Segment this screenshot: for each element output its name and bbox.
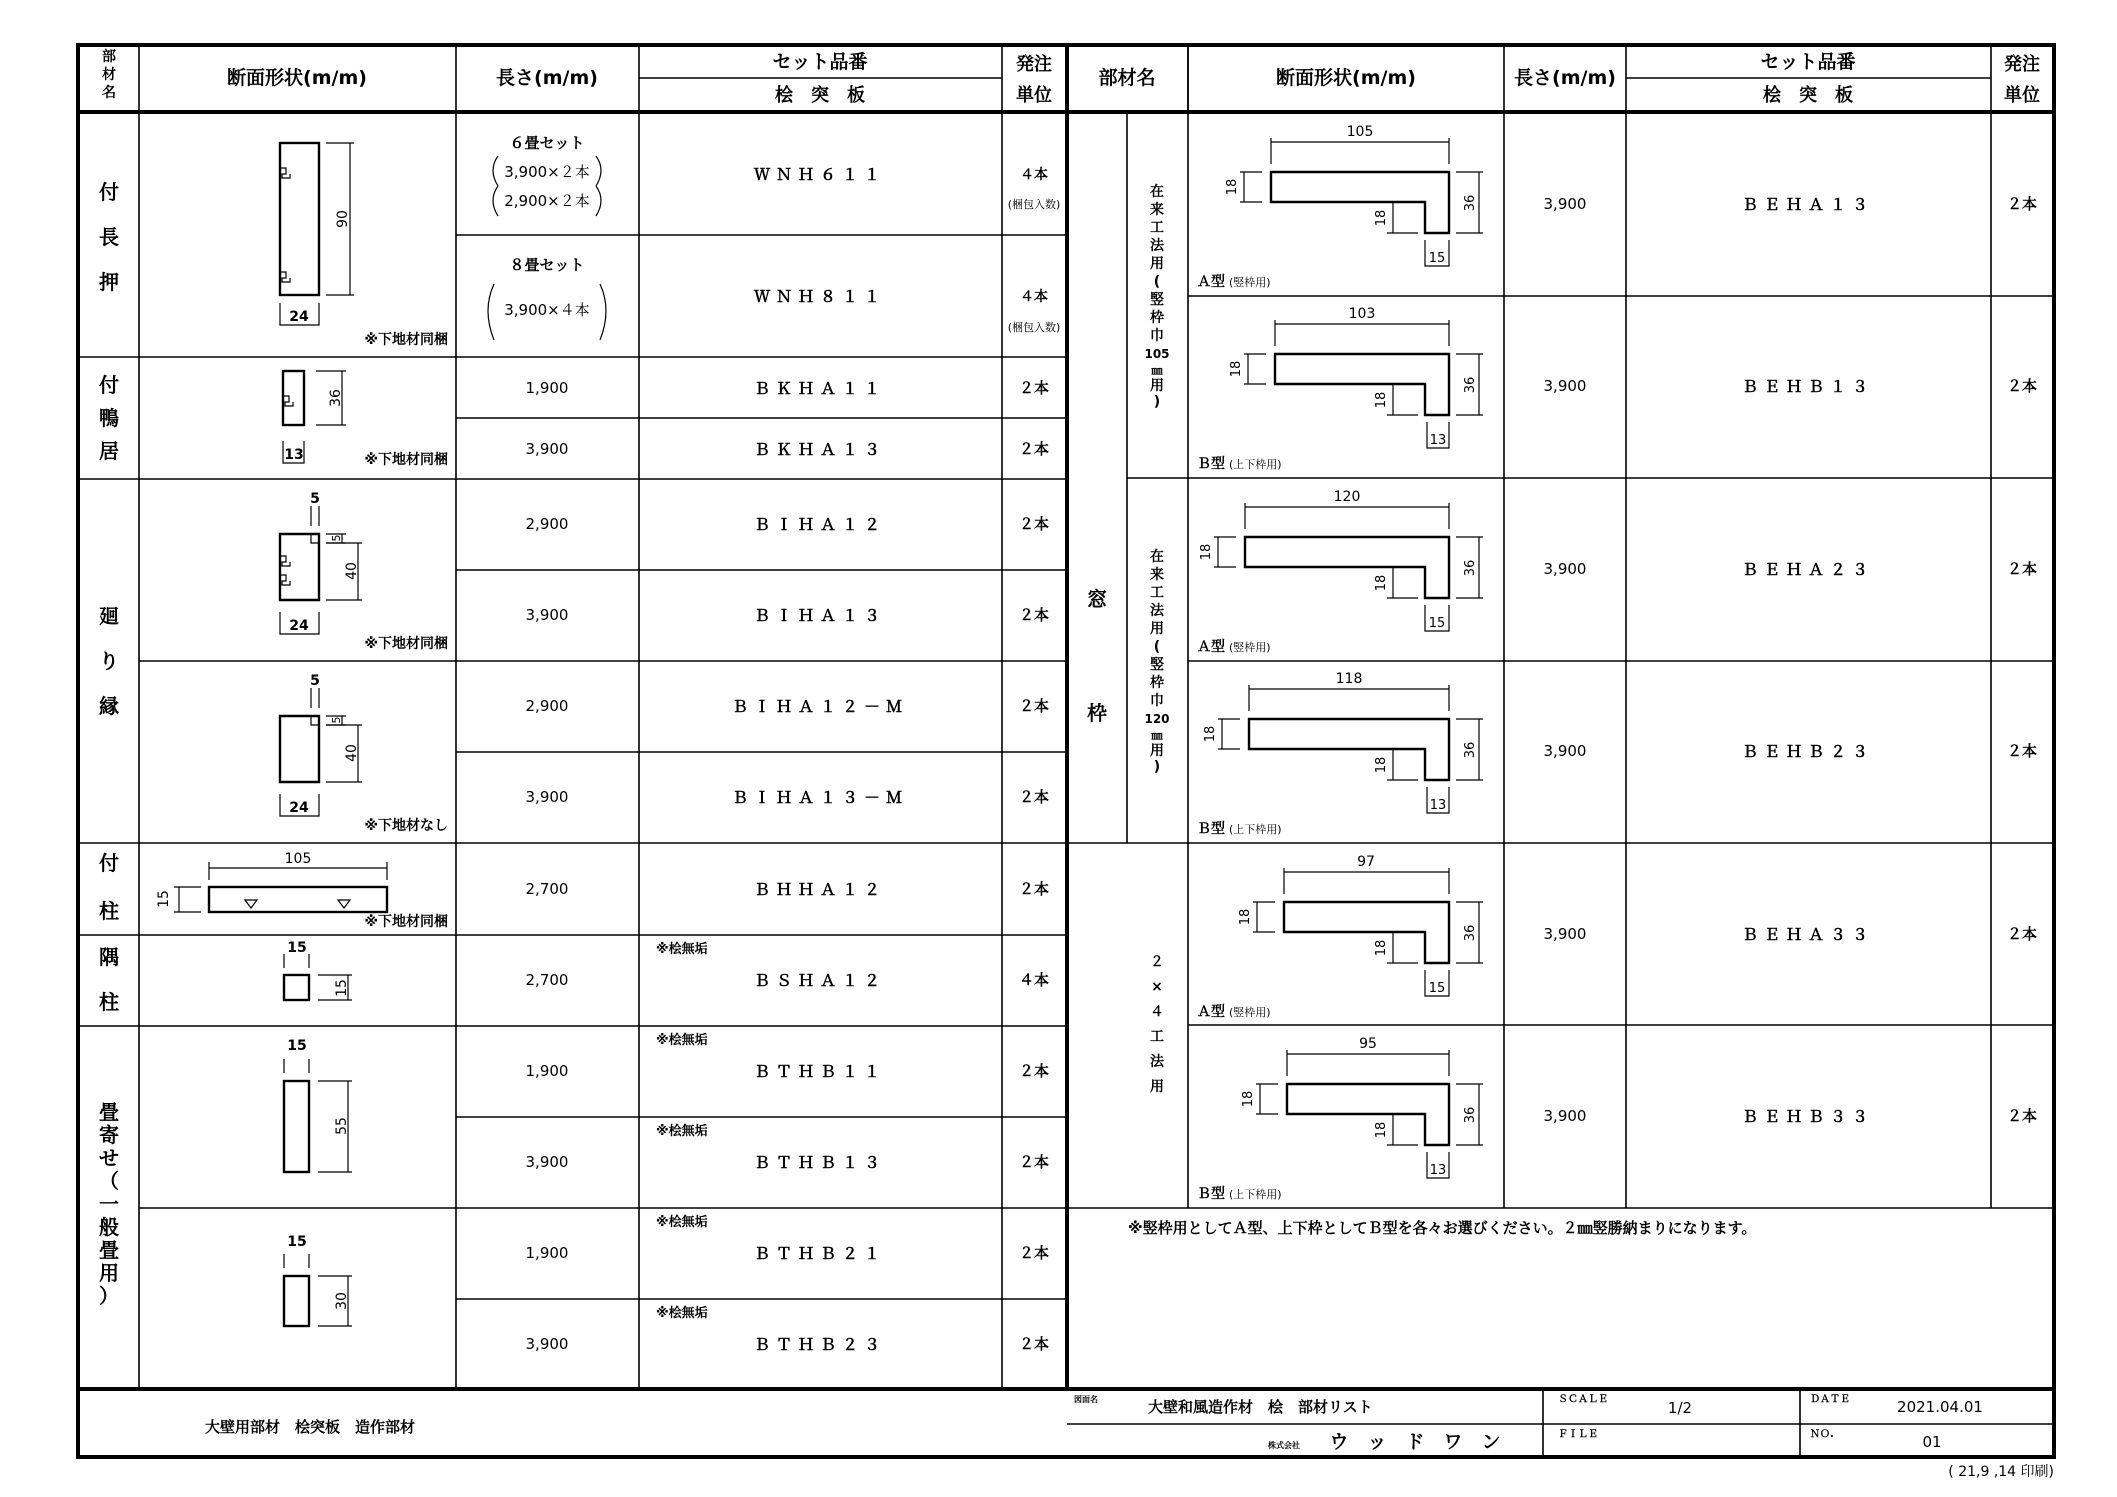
profile-tsukebashira	[156, 851, 448, 930]
table-row	[1544, 377, 2037, 396]
dim-label: 5	[330, 716, 343, 724]
length-cell: 3,900	[1543, 742, 1587, 760]
dim-label: 15	[1428, 251, 1446, 266]
left-profiles	[156, 143, 448, 1326]
length-cell: 1,900	[525, 379, 569, 397]
dim-label: 15	[287, 940, 307, 956]
length-cell: 2,900	[525, 697, 569, 715]
svg-text:法: 法	[1150, 603, 1164, 619]
svg-text:): )	[1153, 394, 1161, 410]
unit-note: (梱包入数)	[1007, 198, 1061, 211]
product-code: ＢＥＨＢ３３	[1741, 1107, 1875, 1126]
header-sub: 桧 突 板	[775, 85, 865, 106]
right-group-names	[1087, 183, 1170, 1095]
table-row	[1544, 742, 2037, 761]
profile-naganeshi	[280, 143, 448, 348]
header-section: 断面形状(m/m)	[227, 67, 367, 89]
table-row	[1544, 195, 2037, 214]
profile-note: ※下地材同梱	[364, 332, 448, 348]
type-note: (竪枠用)	[1229, 1006, 1271, 1019]
dim-label: 15	[287, 1038, 307, 1054]
length-cell: ８畳セット	[509, 256, 585, 274]
window-frame-profile	[1197, 1036, 1483, 1202]
dim-label: 118	[1335, 671, 1363, 687]
product-code: ＢＴＨＢ２３	[753, 1335, 887, 1354]
table-row	[526, 515, 1049, 534]
svg-text:120: 120	[1144, 712, 1170, 726]
svg-text:在: 在	[1150, 184, 1164, 200]
svg-text:来: 来	[1150, 202, 1164, 218]
table-row	[1544, 1107, 2037, 1126]
scale-value: 1/2	[1667, 1399, 1693, 1417]
length-cell: 3,900	[525, 606, 569, 624]
group-name: 畳	[99, 1238, 119, 1262]
title-block	[205, 1393, 2054, 1480]
header-buzai-3: 名	[102, 85, 116, 101]
window-frame-profile	[1197, 854, 1483, 1020]
group-name: 般	[99, 1215, 119, 1239]
order-unit: ２本	[1018, 788, 1050, 806]
type-note: (竪枠用)	[1229, 276, 1271, 289]
svg-text:工: 工	[1150, 1029, 1164, 1045]
group-name: 付	[99, 373, 119, 397]
header-order-1: 発注	[2004, 54, 2040, 75]
dim-label: 55	[334, 1117, 350, 1135]
dim-label: 18	[1374, 756, 1389, 774]
dim-label: 5	[330, 534, 343, 542]
dim-label: 18	[1374, 1121, 1389, 1139]
profile-note: ※下地材同梱	[364, 914, 448, 930]
order-unit: ４本	[1020, 167, 1048, 183]
svg-text:巾: 巾	[1150, 693, 1164, 709]
length-cell: 3,900	[525, 1335, 569, 1353]
svg-text:工: 工	[1150, 585, 1164, 601]
dim-label: 15	[156, 890, 172, 908]
material-note: ※桧無垢	[656, 1306, 708, 1321]
window-frame-profile	[1197, 489, 1483, 655]
svg-text:法: 法	[1150, 238, 1164, 254]
header-order-2: 単位	[1016, 85, 1052, 106]
product-code: ＢＥＨＢ２３	[1741, 742, 1875, 761]
group-name: せ	[99, 1146, 119, 1170]
table-row	[526, 379, 1049, 398]
dim-label: 18	[1374, 574, 1389, 592]
dim-label: 36	[1463, 1106, 1478, 1124]
dim-label: 5	[310, 673, 320, 689]
type-label: Ａ型	[1197, 1004, 1225, 1020]
dim-label: 36	[1463, 194, 1478, 212]
dim-label: 18	[1229, 360, 1244, 378]
profile-note: ※下地材なし	[364, 818, 448, 834]
product-code: ＢＫＨＡ１１	[753, 379, 887, 398]
table-row	[526, 440, 1049, 459]
company-name: ウ ッ ド ワ ン	[1329, 1431, 1501, 1453]
dim-label: 13	[284, 447, 304, 463]
svg-text:㎜: ㎜	[1151, 729, 1163, 742]
svg-text:×: ×	[1151, 979, 1163, 995]
material-note: ※桧無垢	[656, 1124, 708, 1139]
svg-text:用: 用	[1150, 1079, 1164, 1095]
dim-label: 24	[289, 309, 309, 325]
group-name: 廻	[99, 604, 119, 628]
order-unit: ２本	[1018, 1244, 1050, 1262]
table-row	[493, 134, 1060, 216]
window-frame-profile	[1197, 306, 1483, 472]
product-code: ＢＥＨＡ３３	[1741, 925, 1875, 944]
zumen-label: 図面名	[1074, 1395, 1098, 1404]
table-row	[526, 606, 1049, 625]
dim-label: 36	[1463, 559, 1478, 577]
order-unit: ２本	[1018, 1062, 1050, 1080]
order-unit: ２本	[2006, 1107, 2038, 1125]
profile-note: ※下地材同梱	[364, 636, 448, 652]
order-unit: ２本	[2006, 377, 2038, 395]
dim-label: 95	[1359, 1036, 1377, 1052]
group-name: ）	[99, 1284, 119, 1308]
group-name: 柱	[99, 899, 119, 923]
length-cell: 3,900	[1543, 377, 1587, 395]
group-name: 押	[99, 270, 119, 294]
material-note: ※桧無垢	[656, 1215, 708, 1230]
svg-text:105: 105	[1144, 347, 1170, 361]
order-unit: ２本	[1018, 379, 1050, 397]
dim-label: 24	[289, 800, 309, 816]
dim-label: 103	[1348, 306, 1376, 322]
dim-label: 105	[1346, 124, 1374, 140]
profile-tatamiyose-55	[284, 1038, 352, 1172]
order-unit: ２本	[1018, 880, 1050, 898]
length-cell: 3,900×２本	[504, 163, 590, 181]
svg-text:工: 工	[1150, 220, 1164, 236]
group-name: 一	[99, 1192, 119, 1216]
product-code: ＢＴＨＢ１１	[753, 1062, 887, 1081]
dim-label: 18	[1238, 908, 1253, 926]
profile-tatamiyose-30	[284, 1234, 352, 1326]
length-cell: 2,900×２本	[504, 192, 590, 210]
header-set: セット品番	[1760, 51, 1856, 73]
svg-text:用: 用	[1150, 743, 1164, 759]
product-code: ＢＩＨＡ１３	[753, 606, 887, 625]
svg-text:２: ２	[1150, 954, 1164, 970]
dim-label: 36	[1463, 924, 1478, 942]
length-cell: 3,900	[1543, 925, 1587, 943]
dim-label: 13	[1429, 798, 1447, 813]
left-group-names	[99, 180, 119, 1308]
profile-mawaribuchi-m	[280, 673, 448, 834]
profile-mawaribuchi	[280, 491, 448, 652]
unit-note: (梱包入数)	[1007, 321, 1061, 334]
company-prefix: 株式会社	[1268, 1441, 1300, 1450]
group-name: り	[99, 649, 119, 673]
order-unit: ２本	[1018, 440, 1050, 458]
dim-label: 40	[344, 562, 360, 580]
order-unit: ４本	[1018, 971, 1050, 989]
group-name: 付	[99, 851, 119, 875]
right-rows	[1128, 195, 2037, 1237]
subgroup-label	[1144, 548, 1169, 775]
type-note: (上下枠用)	[1229, 1188, 1282, 1201]
scale-label: ＳＣＡＬＥ	[1558, 1394, 1608, 1405]
header-set: セット品番	[772, 51, 868, 73]
left-rows	[488, 134, 1060, 1354]
group-name: 隅	[99, 945, 119, 969]
header-section: 断面形状(m/m)	[1276, 67, 1416, 89]
table-row	[526, 697, 1049, 716]
product-code: ＢＥＨＡ２３	[1741, 560, 1875, 579]
product-code: ＢＥＨＢ１３	[1741, 377, 1875, 396]
svg-text:来: 来	[1150, 567, 1164, 583]
length-cell: 2,700	[525, 971, 569, 989]
group-name: 寄	[99, 1123, 119, 1147]
table-row	[1544, 560, 2037, 579]
dim-label: 24	[289, 618, 309, 634]
type-label: Ｂ型	[1197, 456, 1225, 472]
dim-label: 18	[1241, 1090, 1256, 1108]
dim-label: 15	[1428, 616, 1446, 631]
table-row	[526, 1305, 1049, 1354]
svg-text:４: ４	[1150, 1004, 1164, 1020]
dim-label: 18	[1225, 178, 1240, 196]
svg-text:巾: 巾	[1150, 328, 1164, 344]
svg-text:(: (	[1153, 274, 1161, 290]
type-label: Ａ型	[1197, 274, 1225, 290]
svg-text:竪: 竪	[1150, 292, 1164, 308]
window-frame-profile	[1197, 124, 1483, 290]
group-name: 鴨	[99, 406, 119, 430]
file-label: ＦＩＬＥ	[1558, 1429, 1598, 1440]
product-code: ＢＫＨＡ１３	[753, 440, 887, 459]
left-header	[102, 48, 1052, 106]
order-unit: ２本	[1018, 1335, 1050, 1353]
table-row	[526, 1032, 1049, 1081]
dim-label: 15	[334, 979, 350, 997]
length-cell: 3,900	[1543, 1107, 1587, 1125]
table-row	[1544, 925, 2037, 944]
group-name: 柱	[99, 990, 119, 1014]
order-unit: ２本	[1018, 515, 1050, 533]
group-name: 縁	[99, 694, 119, 718]
dim-label: 120	[1333, 489, 1361, 505]
group-name: 用	[99, 1261, 119, 1285]
type-note: (上下枠用)	[1229, 458, 1282, 471]
group-name: 窓	[1087, 587, 1107, 611]
dim-label: 30	[334, 1292, 350, 1310]
svg-text:㎜: ㎜	[1151, 364, 1163, 377]
group-name: 枠	[1087, 701, 1107, 725]
type-note: (上下枠用)	[1229, 823, 1282, 836]
subgroup-label	[1144, 183, 1169, 410]
type-label: Ａ型	[1197, 639, 1225, 655]
drawing-name: 大壁和風造作材 桧 部材リスト	[1148, 1398, 1373, 1416]
dim-label: 36	[1463, 741, 1478, 759]
table-row	[526, 941, 1049, 990]
type-label: Ｂ型	[1197, 1186, 1225, 1202]
type-note: (竪枠用)	[1229, 641, 1271, 654]
table-row	[526, 1123, 1049, 1172]
svg-text:竪: 竪	[1150, 657, 1164, 673]
svg-text:枠: 枠	[1150, 310, 1164, 326]
group-name: 畳	[99, 1100, 119, 1124]
material-note: ※桧無垢	[656, 1033, 708, 1048]
length-cell: 3,900	[525, 440, 569, 458]
dim-label: 18	[1374, 209, 1389, 227]
dim-label: 18	[1199, 543, 1214, 561]
product-code: ＢＩＨＡ１３－Ｍ	[731, 788, 909, 807]
date-value: 2021.04.01	[1897, 1398, 1983, 1416]
table-row	[526, 788, 1049, 807]
group-name: （	[99, 1169, 119, 1193]
dim-label: 18	[1374, 939, 1389, 957]
length-cell: 1,900	[525, 1244, 569, 1262]
footer-left-text: 大壁用部材 桧突板 造作部材	[205, 1418, 416, 1436]
svg-text:(: (	[1153, 639, 1161, 655]
svg-text:枠: 枠	[1150, 675, 1164, 691]
type-label: Ｂ型	[1197, 821, 1225, 837]
dim-label: 18	[1203, 725, 1218, 743]
header-buzai-2: 材	[102, 67, 116, 83]
dim-label: 36	[328, 389, 344, 407]
order-unit: ２本	[2006, 742, 2038, 760]
subgroup-label	[1150, 954, 1165, 1095]
product-code: ＷＮＨ８１１	[753, 287, 887, 306]
product-code: ＢＩＨＡ１２－Ｍ	[731, 697, 909, 716]
length-cell: 3,900	[525, 788, 569, 806]
length-cell: 2,900	[525, 515, 569, 533]
group-name: 居	[99, 439, 119, 463]
order-unit: ２本	[2006, 925, 2038, 943]
table-row	[488, 256, 1060, 340]
dim-label: 90	[335, 210, 351, 228]
order-unit: ２本	[2006, 560, 2038, 578]
header-order-1: 発注	[1016, 54, 1052, 75]
dim-label: 18	[1374, 391, 1389, 409]
order-unit: ２本	[2006, 195, 2038, 213]
order-unit: ４本	[1020, 289, 1048, 305]
print-note: ( 21,9 ,14 印刷)	[1948, 1464, 2054, 1480]
header-buzai-1: 部	[102, 49, 116, 65]
selection-note: ※竪枠用としてＡ型、上下枠としてＢ型を各々お選びください。２㎜竪勝納まりになります。	[1128, 1219, 1757, 1237]
product-code: ＢＳＨＡ１２	[753, 971, 887, 990]
dim-label: 13	[1429, 433, 1447, 448]
window-frame-profile	[1197, 671, 1483, 837]
dim-label: 15	[1428, 981, 1446, 996]
right-profiles	[1197, 124, 1483, 1202]
dim-label: 105	[284, 851, 312, 867]
order-unit: ２本	[1018, 697, 1050, 715]
order-unit: ２本	[1018, 1153, 1050, 1171]
svg-text:用: 用	[1150, 256, 1164, 272]
dim-label: 15	[287, 1234, 307, 1250]
header-buzai: 部材名	[1098, 67, 1156, 89]
profile-sumibashira	[284, 940, 352, 1000]
no-label: ＮＯ.	[1810, 1429, 1834, 1440]
length-cell: 3,900	[1543, 560, 1587, 578]
dim-label: 40	[344, 744, 360, 762]
header-length: 長さ(m/m)	[1514, 67, 1616, 89]
header-length: 長さ(m/m)	[496, 67, 598, 89]
no-value: 01	[1922, 1433, 1942, 1451]
length-cell: 3,900	[1543, 195, 1587, 213]
header-order-2: 単位	[2004, 85, 2040, 106]
svg-text:用: 用	[1150, 621, 1164, 637]
table-row	[526, 880, 1049, 899]
product-code: ＷＮＨ６１１	[753, 165, 887, 184]
dim-label: 97	[1357, 854, 1375, 870]
length-cell: 2,700	[525, 880, 569, 898]
svg-text:在: 在	[1150, 549, 1164, 565]
svg-text:法: 法	[1150, 1054, 1164, 1070]
group-name: 長	[99, 225, 119, 249]
order-unit: ２本	[1018, 606, 1050, 624]
product-code: ＢＥＨＡ１３	[1741, 195, 1875, 214]
group-name: 付	[99, 180, 119, 204]
material-note: ※桧無垢	[656, 942, 708, 957]
dim-label: 5	[310, 491, 320, 507]
length-cell: ６畳セット	[509, 134, 585, 152]
date-label: ＤＡＴＥ	[1810, 1394, 1850, 1405]
svg-text:用: 用	[1150, 378, 1164, 394]
product-code: ＢＴＨＢ１３	[753, 1153, 887, 1172]
product-code: ＢＨＨＡ１２	[753, 880, 887, 899]
profile-kamoi	[283, 371, 448, 468]
table-row	[526, 1214, 1049, 1263]
length-cell: 3,900	[525, 1153, 569, 1171]
dim-label: 36	[1463, 376, 1478, 394]
profile-note: ※下地材同梱	[364, 452, 448, 468]
svg-text:): )	[1153, 759, 1161, 775]
product-code: ＢＴＨＢ２１	[753, 1244, 887, 1263]
dim-label: 13	[1429, 1163, 1447, 1178]
product-code: ＢＩＨＡ１２	[753, 515, 887, 534]
length-cell: 1,900	[525, 1062, 569, 1080]
length-cell: 3,900×４本	[504, 301, 590, 319]
header-sub: 桧 突 板	[1763, 85, 1853, 106]
